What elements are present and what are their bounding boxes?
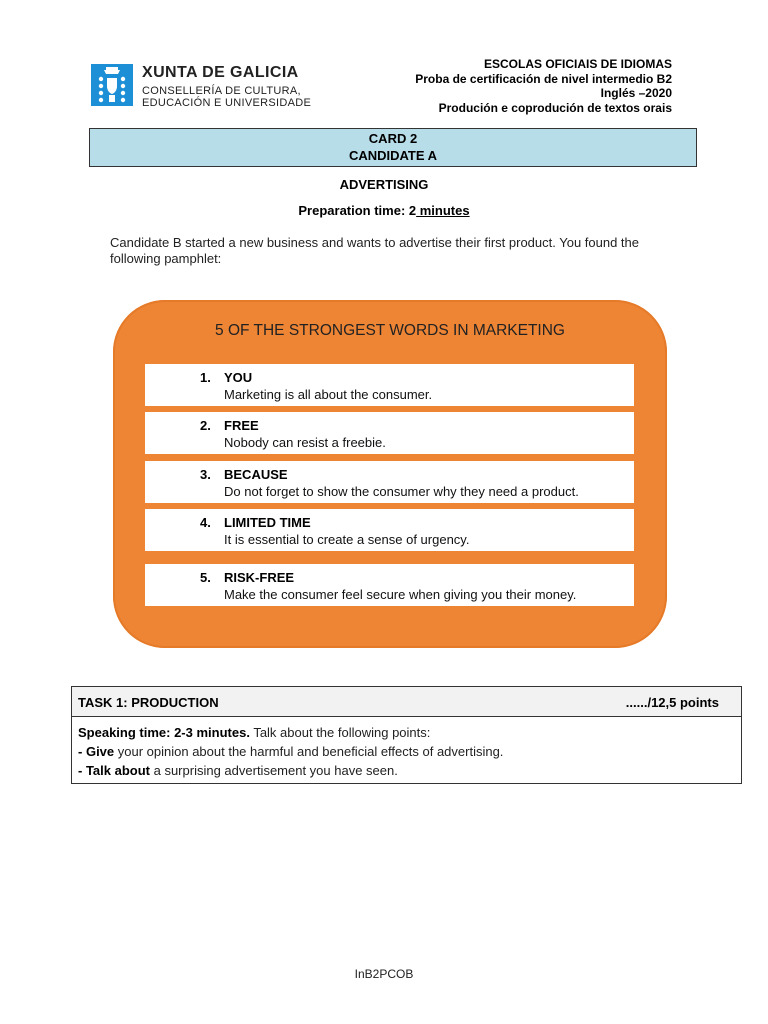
pamphlet-item [145, 509, 634, 551]
item-word: FREE [224, 418, 259, 433]
task-title: TASK 1: PRODUCTION [78, 695, 219, 710]
xunta-logo [91, 64, 331, 108]
document-code: InB2PCOB [354, 967, 414, 981]
exam-header [415, 57, 672, 115]
task-body [72, 717, 741, 780]
bullet-text: a surprising advertisement you have seen. [150, 763, 398, 778]
preparation-time [0, 203, 768, 218]
card-banner [89, 128, 697, 167]
item-description: Nobody can resist a freebie. [224, 435, 386, 450]
marketing-pamphlet [113, 300, 667, 648]
item-number: 5. [200, 570, 211, 585]
speaking-time-text: Talk about the following points: [249, 725, 431, 740]
header-line-3: Inglés –2020 [600, 86, 672, 100]
card-number: CARD 2 [368, 131, 418, 146]
pamphlet-item [145, 412, 634, 454]
logo-subtitle-1: CONSELLERÍA DE CULTURA, [142, 85, 301, 97]
candidate-label: CANDIDATE A [348, 148, 438, 163]
header-line-2: Proba de certificación de nivel intermedio B2 [415, 71, 672, 86]
item-description: It is essential to create a sense of urgency. [224, 532, 470, 547]
task-box [71, 686, 742, 784]
item-word: LIMITED TIME [224, 515, 311, 530]
pamphlet-item [145, 564, 634, 606]
item-word: BECAUSE [224, 467, 288, 482]
item-word: RISK-FREE [224, 570, 295, 585]
item-number: 4. [200, 515, 211, 530]
bullet-prefix: - [78, 744, 86, 759]
task-points: ....../12,5 points [625, 695, 719, 710]
task-bullet [78, 742, 735, 761]
item-description: Make the consumer feel secure when giving you their money. [224, 587, 577, 602]
speaking-time [78, 723, 735, 742]
item-number: 1. [200, 370, 211, 385]
bullet-text: your opinion about the harmful and beneficial effects of advertising. [114, 744, 504, 759]
logo-title: XUNTA DE GALICIA [142, 64, 299, 81]
bullet-prefix: - [78, 763, 86, 778]
item-description: Do not forget to show the consumer why they need a product. [224, 484, 579, 499]
preparation-label: Preparation time: 2 [298, 203, 417, 218]
bullet-keyword: Give [85, 744, 115, 759]
task-header [72, 687, 741, 717]
preparation-value: minutes [416, 203, 470, 218]
header-line-4: Produción e coprodución de textos orais [438, 100, 672, 115]
intro-text: Candidate B started a new business and wants to advertise their first product. You found the following pamphlet: [110, 235, 639, 266]
header-line-1: ESCOLAS OFICIAIS DE IDIOMAS [483, 57, 672, 71]
logo-subtitle-2: EDUCACIÓN E UNIVERSIDADE [142, 97, 312, 109]
bullet-keyword: Talk about [85, 763, 150, 778]
item-number: 2. [200, 418, 211, 433]
subject-title: ADVERTISING [339, 177, 429, 192]
item-description: Marketing is all about the consumer. [224, 387, 433, 402]
speaking-time-label: Speaking time: 2-3 minutes. [78, 725, 250, 740]
item-word: YOU [224, 370, 253, 385]
item-number: 3. [200, 467, 211, 482]
pamphlet-title: 5 OF THE STRONGEST WORDS IN MARKETING [215, 322, 565, 339]
xunta-emblem-icon [91, 64, 133, 106]
task-bullet [78, 761, 735, 780]
pamphlet-item [145, 461, 634, 503]
pamphlet-item [145, 364, 634, 406]
